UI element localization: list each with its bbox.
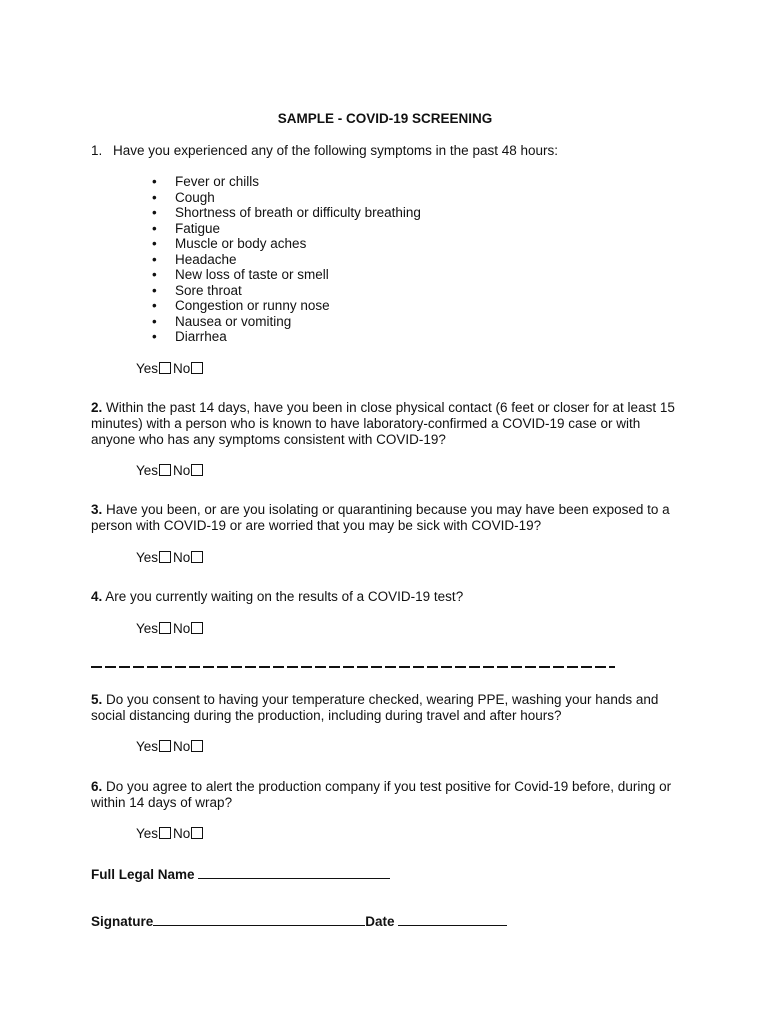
no-label: No (173, 739, 191, 754)
list-item (152, 221, 421, 237)
no-checkbox[interactable] (191, 622, 203, 634)
signature-label: Signature (91, 914, 154, 929)
list-item (152, 190, 421, 206)
question-4 (91, 589, 686, 605)
question-5-answer (136, 739, 205, 755)
question-3-text: Have you been, or are you isolating or quarantining because you may have been exposed to a person with COVID-19 or are worried that you may be sick with COVID-19? (91, 502, 670, 533)
question-5-number: 5. (91, 692, 103, 707)
full-legal-name-field[interactable] (198, 866, 390, 879)
symptom-label: Fatigue (175, 220, 221, 236)
symptom-label: Sore throat (175, 282, 242, 298)
symptom-label: Fever or chills (175, 174, 260, 189)
question-3-number: 3. (91, 502, 103, 517)
bullet-icon: • (152, 298, 157, 313)
no-label: No (173, 550, 191, 565)
list-item (152, 314, 421, 330)
list-item (152, 329, 421, 345)
symptom-label: Nausea or vomiting (175, 313, 292, 329)
bullet-icon: • (152, 251, 157, 267)
question-5 (91, 692, 686, 724)
question-5-text: Do you consent to having your temperature checked, wearing PPE, washing your hands and social distancing during the production, including during travel and after hours? (91, 692, 659, 723)
bullet-icon: • (152, 220, 157, 236)
question-6-answer (136, 826, 205, 842)
no-checkbox[interactable] (191, 362, 203, 374)
no-checkbox[interactable] (191, 740, 203, 752)
no-label: No (173, 361, 191, 376)
signature-row (91, 913, 507, 929)
question-3 (91, 502, 686, 534)
section-divider (91, 666, 615, 668)
question-6-text: Do you agree to alert the production company if you test positive for Covid-19 before, during or within 14 days of wrap? (91, 779, 672, 810)
list-item (152, 252, 421, 268)
bullet-icon: • (152, 329, 157, 344)
no-label: No (173, 621, 191, 636)
yes-label: Yes (136, 463, 159, 478)
bullet-icon: • (152, 205, 157, 220)
bullet-icon: • (152, 313, 157, 329)
list-item (152, 174, 421, 190)
yes-label: Yes (136, 550, 159, 565)
question-1 (91, 143, 691, 159)
no-checkbox[interactable] (191, 551, 203, 563)
yes-label: Yes (136, 361, 159, 376)
yes-checkbox[interactable] (159, 827, 171, 839)
question-2-answer (136, 463, 205, 479)
bullet-icon: • (152, 267, 157, 282)
date-label: Date (365, 914, 395, 929)
symptom-label: Diarrhea (175, 329, 227, 344)
list-item (152, 205, 421, 221)
question-4-number: 4. (91, 589, 103, 604)
symptom-label: Cough (175, 189, 215, 205)
signature-field[interactable] (153, 913, 365, 926)
yes-checkbox[interactable] (159, 551, 171, 563)
symptom-label: Headache (175, 251, 237, 267)
list-item (152, 267, 421, 283)
bullet-icon: • (152, 236, 157, 251)
question-1-text: Have you experienced any of the following symptoms in the past 48 hours: (113, 143, 558, 158)
full-legal-name-label: Full Legal Name (91, 867, 195, 882)
list-item (152, 283, 421, 299)
list-item (152, 236, 421, 252)
symptom-label: Shortness of breath or difficulty breathing (175, 205, 421, 220)
yes-checkbox[interactable] (159, 464, 171, 476)
yes-label: Yes (136, 621, 159, 636)
yes-checkbox[interactable] (159, 622, 171, 634)
symptom-label: Muscle or body aches (175, 236, 307, 251)
bullet-icon: • (152, 282, 157, 298)
question-4-answer (136, 621, 205, 637)
yes-checkbox[interactable] (159, 740, 171, 752)
question-6-number: 6. (91, 779, 103, 794)
question-3-answer (136, 550, 205, 566)
question-6 (91, 779, 686, 811)
bullet-icon: • (152, 174, 157, 189)
question-2-number: 2. (91, 400, 103, 415)
question-1-answer (136, 361, 205, 377)
symptom-list (152, 174, 421, 345)
question-1-number: 1. (91, 143, 103, 158)
list-item (152, 298, 421, 314)
symptom-label: Congestion or runny nose (175, 298, 330, 313)
bullet-icon: • (152, 189, 157, 205)
no-checkbox[interactable] (191, 464, 203, 476)
no-label: No (173, 826, 191, 841)
symptom-label: New loss of taste or smell (175, 267, 329, 282)
question-2 (91, 400, 686, 448)
full-legal-name-row (91, 866, 390, 882)
question-4-text: Are you currently waiting on the results of a COVID-19 test? (105, 589, 464, 604)
no-checkbox[interactable] (191, 827, 203, 839)
date-field[interactable] (398, 913, 507, 926)
page-title: SAMPLE - COVID-19 SCREENING (277, 111, 493, 126)
no-label: No (173, 463, 191, 478)
yes-label: Yes (136, 826, 159, 841)
yes-label: Yes (136, 739, 159, 754)
yes-checkbox[interactable] (159, 362, 171, 374)
question-2-text: Within the past 14 days, have you been in close physical contact (6 feet or closer for at least 15 minutes) with a person who is known to have laboratory-confirmed a COVID-19 case or with anyone who has any symptoms consistent with COVID-19? (91, 400, 675, 447)
